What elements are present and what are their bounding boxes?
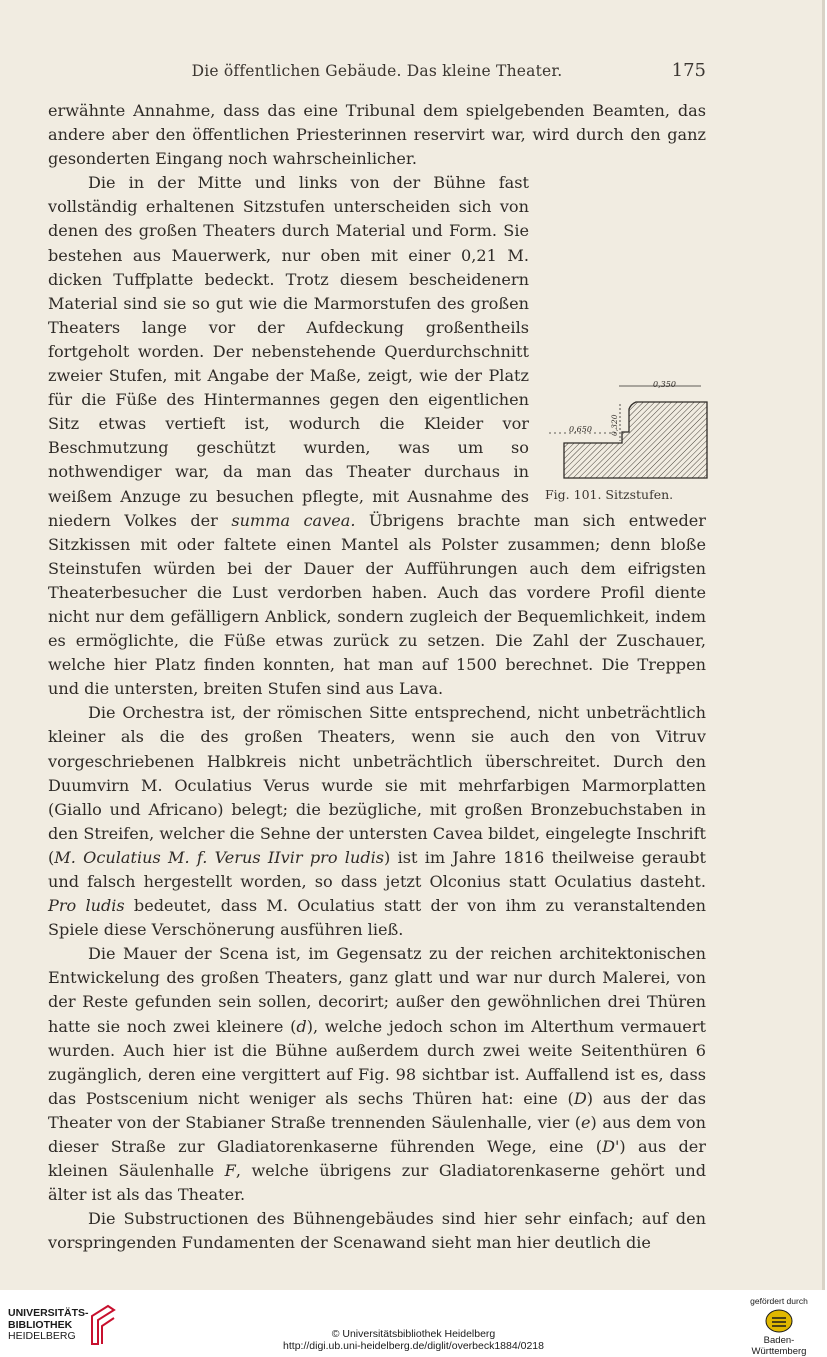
library-line-3: HEIDELBERG — [8, 1330, 76, 1342]
paragraph-4 — [48, 942, 706, 1207]
ref-e: e — [581, 1112, 591, 1132]
pro-ludis: Pro ludis — [48, 896, 125, 916]
page-header — [48, 60, 706, 84]
paragraph-4-part-a: Die Mauer der Scena ist, im Gegensatz zu der reichen architektonischen Entwickelung des großen Theaters, ganz glatt und war nur durch Malerei, von der Reste gefunden sein sollen, decorirt; außer den gewöhnlichen drei Thüren hatte sie noch zwei kleinere ( — [48, 944, 706, 1036]
sponsor-block — [739, 1296, 819, 1357]
paragraph-3 — [48, 701, 706, 942]
paragraph-1: erwähnte Annahme, dass das eine Tribunal dem spielgebenden Beamten, das andere aber den öffentlichen Priesterinnen reservirt war, wird durch den ganz gesonderten Eingang noch wahrscheinlicher. — [48, 101, 706, 169]
paragraph-4-part-f: , welche übrigens zur Gladiatorenkaserne gehört und älter ist als das Theater. — [48, 1161, 707, 1205]
paragraph-5: Die Substructionen des Bühnengebäudes sind hier sehr einfach; auf den vorspringenden Fundamenten der Scenawand sieht man hier deutlich die — [48, 1209, 706, 1253]
copyright-block — [0, 1329, 827, 1352]
page-number: 175 — [671, 60, 706, 81]
dim-top-label: 0,350 — [653, 380, 676, 390]
paragraph-4-part-d: ) aus dem von dieser Straße zur Gladiatorenkaserne führenden Wege, eine ( — [48, 1112, 706, 1157]
library-line-2: BIBLIOTHEK — [8, 1318, 73, 1331]
step-cross-section-drawing — [539, 376, 714, 486]
dim-bottom-label: 0,650 — [569, 425, 592, 435]
ref-D: D — [573, 1088, 587, 1108]
sponsor-state: Baden-Württemberg — [751, 1335, 807, 1357]
paragraph-4-part-e: ) aus der kleinen Säulenhalle — [48, 1137, 706, 1181]
state-coat-of-arms-icon — [764, 1309, 794, 1333]
paragraph-4-part-b: ), welche jedoch schon im Alterthum vermauert wurden. Auch hier ist die Bühne außerdem durch zwei weite Seitenthüren 6 zugänglich, deren eine vergittert auf Fig. 98 sichtbar ist. Auffallend ist es, dass das Postscenium nicht weniger als sechs Thüren hat: eine ( — [48, 1016, 706, 1108]
summa-cavea: summa cavea. — [231, 510, 356, 530]
ref-d: d — [296, 1016, 307, 1036]
library-line-1: UNIVERSITÄTS- — [8, 1307, 89, 1319]
body-text — [48, 99, 706, 1256]
ref-F: F — [224, 1161, 236, 1181]
ref-D-prime: D' — [602, 1137, 620, 1157]
sponsor-label: gefördert durch — [750, 1296, 808, 1306]
inscription-text: M. Oculatius M. f. Verus IIvir pro ludis — [54, 847, 385, 867]
paragraph-2-rest: Übrigens brachte man sich entweder Sitzkissen mit oder faltete einen Mantel als Polster zusammen; denn bloße Steinstufen würden bei der Dauer der Aufführungen auch dem eifrigsten Theaterbesucher die Lust verdorben haben. Auch das vordere Profil diente nicht nur dem gefälligern Anblick, sondern zugleich der Bequemlichkeit, indem es ermöglichte, die Füße etwas zurück zu setzen. Die Zahl der Zuschauer, welche hier Platz finden konnten, hat man auf 1500 berechnet. Die Treppen und die untersten, breiten Stufen sind aus Lava. — [48, 510, 706, 699]
step-profile — [564, 402, 707, 478]
paragraph-2-main: Die in der Mitte und links von der Bühne fast vollständig erhaltenen Sitzstufen unterscheiden sich von denen des großen Theaters durch Material und Form. Sie bestehen aus Mauerwerk, nur oben mit einer 0,21 M. dicken Tuffplatte bedeckt. Trotz diesem bescheidenern Material sind sie so gut wie die Marmorstufen des großen Theaters lange vor der Aufdeckung großentheils fortgeholt worden. Der nebenstehende Querdurchschnitt zweier Stufen, mit Angabe der Maße, zeigt, wie der Platz für die Füße des Hintermannes gegen den eigentlichen Sitz etwas vertieft ist, wodurch die Kleider vor Beschmutzung geschützt wurden, was um so nothwendiger war, da man das Theater durchaus in weißem Anzuge zu besuchen pflegte, mit Ausnahme des niedern Volkes der — [48, 173, 529, 530]
copyright-text: © Universitätsbibliothek Heidelberg — [331, 1328, 496, 1340]
figure-caption: Fig. 101. Sitzstufen. — [545, 487, 674, 503]
source-url[interactable]: http://digi.ub.uni-heidelberg.de/diglit/overbeck1884/0218 — [283, 1339, 544, 1352]
paragraph-4-part-c: ) aus der das Theater von der Stabianer Straße trennenden Säulenhalle, vier ( — [48, 1088, 706, 1132]
paragraph-3-part-c: bedeutet, dass M. Oculatius statt der von ihm zu veranstaltenden Spiele diese Verschönerung ausführen ließ. — [48, 896, 706, 940]
paragraph-3-part-a: Die Orchestra ist, der römischen Sitte entsprechend, nicht unbeträchtlich kleiner als die des großen Theaters, wenn sie auch den von Vitruv vorgeschriebenen Halbkreis nicht unbeträchtlich überschreitet. Durch den Duumvirn M. Oculatius Verus wurde sie mit mehrfarbigen Marmorplatten (Giallo und Africano) belegt; die bezügliche, mit großen Bronzebuchstaben in den Streifen, welcher die Sehne der untersten Cavea bildet, eingelegte Inschrift ( — [48, 703, 706, 867]
dim-side-label: 0,320 — [610, 414, 619, 437]
running-title: Die öffentlichen Gebäude. Das kleine Theater. — [191, 62, 563, 80]
figure-sitzstufen — [539, 171, 714, 503]
paragraph-3-part-b: ) ist im Jahre 1816 theilweise geraubt und falsch hergestellt worden, so dass jetzt Olconius statt Oculatius dasteht. — [48, 847, 706, 891]
footer-bar — [0, 1290, 827, 1357]
